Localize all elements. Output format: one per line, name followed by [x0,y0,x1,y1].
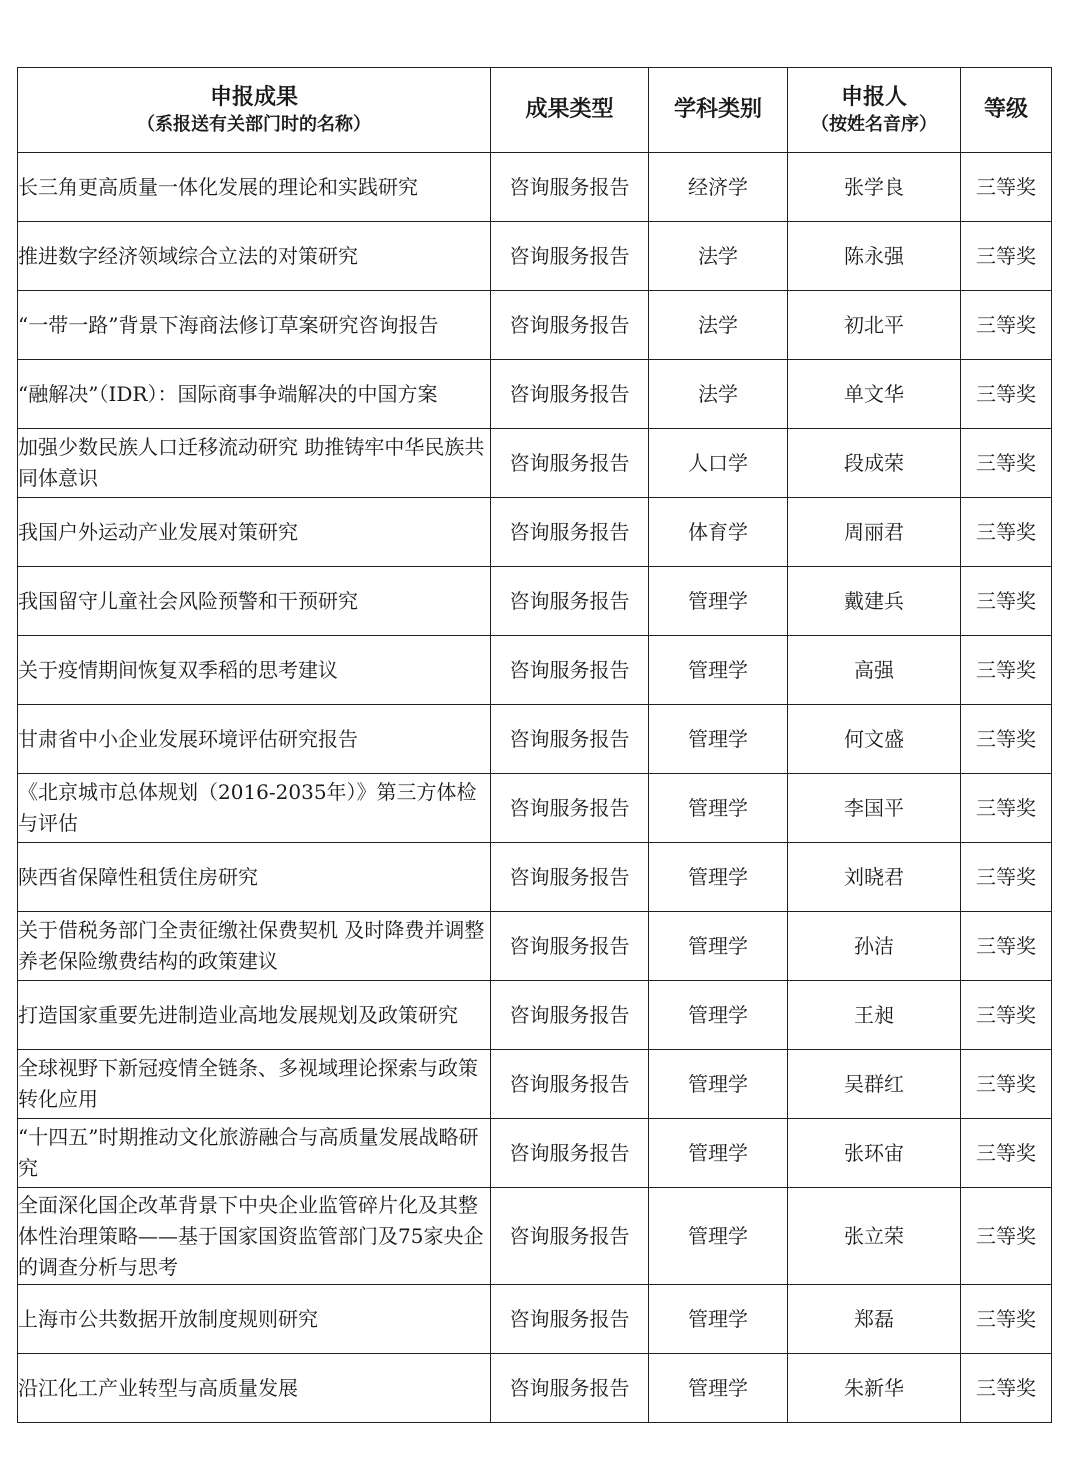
applicant-cell: 朱新华 [788,1354,961,1423]
table-row [18,153,1052,222]
applicant-cell: 吴群红 [788,1050,961,1119]
achievement-type-cell: 咨询服务报告 [491,567,649,636]
grade-cell: 三等奖 [961,498,1052,567]
discipline-cell: 法学 [649,291,788,360]
applicant-cell: 段成荣 [788,429,961,498]
achievement-type-cell: 咨询服务报告 [491,429,649,498]
grade-cell: 三等奖 [961,636,1052,705]
achievement-type-cell: 咨询服务报告 [491,360,649,429]
applicant-cell: 孙洁 [788,912,961,981]
achievement-title-cell: 加强少数民族人口迁移流动研究 助推铸牢中华民族共同体意识 [18,429,491,498]
discipline-cell: 人口学 [649,429,788,498]
discipline-cell: 体育学 [649,498,788,567]
achievement-type-cell: 咨询服务报告 [491,1050,649,1119]
table-row [18,291,1052,360]
achievement-title-cell: 关于借税务部门全责征缴社保费契机 及时降费并调整养老保险缴费结构的政策建议 [18,912,491,981]
table-row [18,981,1052,1050]
grade-cell: 三等奖 [961,1119,1052,1188]
applicant-cell: 张立荣 [788,1188,961,1285]
achievement-title-cell: 甘肃省中小企业发展环境评估研究报告 [18,705,491,774]
applicant-cell: 张环宙 [788,1119,961,1188]
table-row [18,1119,1052,1188]
awards-table [17,67,1052,1423]
discipline-cell: 管理学 [649,1050,788,1119]
achievement-type-cell: 咨询服务报告 [491,498,649,567]
applicant-cell: 张学良 [788,153,961,222]
grade-cell: 三等奖 [961,567,1052,636]
achievement-type-cell: 咨询服务报告 [491,1285,649,1354]
header-type: 成果类型 [491,68,649,153]
applicant-cell: 高强 [788,636,961,705]
applicant-cell: 郑磊 [788,1285,961,1354]
table-row [18,705,1052,774]
table-row [18,498,1052,567]
discipline-cell: 管理学 [649,1354,788,1423]
achievement-type-cell: 咨询服务报告 [491,1354,649,1423]
header-applicant-title: 申报人 [840,85,907,110]
grade-cell: 三等奖 [961,1050,1052,1119]
achievement-title-cell: 我国留守儿童社会风险预警和干预研究 [18,567,491,636]
achievement-title-cell: “一带一路”背景下海商法修订草案研究咨询报告 [18,291,491,360]
achievement-type-cell: 咨询服务报告 [491,843,649,912]
discipline-cell: 法学 [649,360,788,429]
table-header [18,68,1052,153]
achievement-title-cell: 打造国家重要先进制造业高地发展规划及政策研究 [18,981,491,1050]
achievement-title-cell: 《北京城市总体规划（2016-2035年）》第三方体检与评估 [18,774,491,843]
achievement-title-cell: 我国户外运动产业发展对策研究 [18,498,491,567]
achievement-type-cell: 咨询服务报告 [491,774,649,843]
achievement-type-cell: 咨询服务报告 [491,222,649,291]
discipline-cell: 管理学 [649,705,788,774]
grade-cell: 三等奖 [961,1188,1052,1285]
table-body [18,153,1052,1423]
achievement-title-cell: “融解决”（IDR）：国际商事争端解决的中国方案 [18,360,491,429]
table-row [18,429,1052,498]
header-applicant [788,68,961,153]
achievement-type-cell: 咨询服务报告 [491,912,649,981]
achievement-title-cell: 沿江化工产业转型与高质量发展 [18,1354,491,1423]
discipline-cell: 管理学 [649,567,788,636]
grade-cell: 三等奖 [961,774,1052,843]
achievement-title-cell: 关于疫情期间恢复双季稻的思考建议 [18,636,491,705]
achievement-type-cell: 咨询服务报告 [491,636,649,705]
achievement-title-cell: “十四五”时期推动文化旅游融合与高质量发展战略研究 [18,1119,491,1188]
applicant-cell: 王昶 [788,981,961,1050]
discipline-cell: 管理学 [649,1188,788,1285]
table-row [18,1188,1052,1285]
table-row [18,912,1052,981]
achievement-type-cell: 咨询服务报告 [491,1119,649,1188]
discipline-cell: 管理学 [649,1119,788,1188]
header-grade: 等级 [961,68,1052,153]
grade-cell: 三等奖 [961,1285,1052,1354]
achievement-title-cell: 推进数字经济领域综合立法的对策研究 [18,222,491,291]
header-achievement-subtitle: （系报送有关部门时的名称） [137,114,371,135]
applicant-cell: 单文华 [788,360,961,429]
grade-cell: 三等奖 [961,153,1052,222]
table-row [18,774,1052,843]
achievement-title-cell: 上海市公共数据开放制度规则研究 [18,1285,491,1354]
achievement-type-cell: 咨询服务报告 [491,291,649,360]
achievement-type-cell: 咨询服务报告 [491,981,649,1050]
grade-cell: 三等奖 [961,705,1052,774]
applicant-cell: 刘晓君 [788,843,961,912]
table-row [18,1285,1052,1354]
header-applicant-subtitle: （按姓名音序） [811,114,937,135]
achievement-type-cell: 咨询服务报告 [491,153,649,222]
header-achievement [18,68,491,153]
grade-cell: 三等奖 [961,1354,1052,1423]
achievement-title-cell: 长三角更高质量一体化发展的理论和实践研究 [18,153,491,222]
table-row [18,567,1052,636]
grade-cell: 三等奖 [961,912,1052,981]
applicant-cell: 何文盛 [788,705,961,774]
table-row [18,360,1052,429]
grade-cell: 三等奖 [961,981,1052,1050]
discipline-cell: 管理学 [649,843,788,912]
applicant-cell: 李国平 [788,774,961,843]
achievement-type-cell: 咨询服务报告 [491,705,649,774]
achievement-title-cell: 全球视野下新冠疫情全链条、多视域理论探索与政策转化应用 [18,1050,491,1119]
header-row [18,68,1052,153]
applicant-cell: 初北平 [788,291,961,360]
discipline-cell: 管理学 [649,981,788,1050]
discipline-cell: 管理学 [649,774,788,843]
applicant-cell: 陈永强 [788,222,961,291]
applicant-cell: 戴建兵 [788,567,961,636]
table-row [18,843,1052,912]
discipline-cell: 经济学 [649,153,788,222]
grade-cell: 三等奖 [961,222,1052,291]
discipline-cell: 管理学 [649,912,788,981]
table-row [18,1354,1052,1423]
grade-cell: 三等奖 [961,429,1052,498]
discipline-cell: 法学 [649,222,788,291]
grade-cell: 三等奖 [961,291,1052,360]
grade-cell: 三等奖 [961,360,1052,429]
discipline-cell: 管理学 [649,1285,788,1354]
table-row [18,1050,1052,1119]
achievement-title-cell: 全面深化国企改革背景下中央企业监管碎片化及其整体性治理策略——基于国家国资监管部门及75家央企的调查分析与思考 [18,1188,491,1285]
grade-cell: 三等奖 [961,843,1052,912]
table-row [18,222,1052,291]
header-discipline: 学科类别 [649,68,788,153]
table-row [18,636,1052,705]
achievement-title-cell: 陕西省保障性租赁住房研究 [18,843,491,912]
discipline-cell: 管理学 [649,636,788,705]
header-achievement-title: 申报成果 [209,85,298,110]
achievement-type-cell: 咨询服务报告 [491,1188,649,1285]
applicant-cell: 周丽君 [788,498,961,567]
